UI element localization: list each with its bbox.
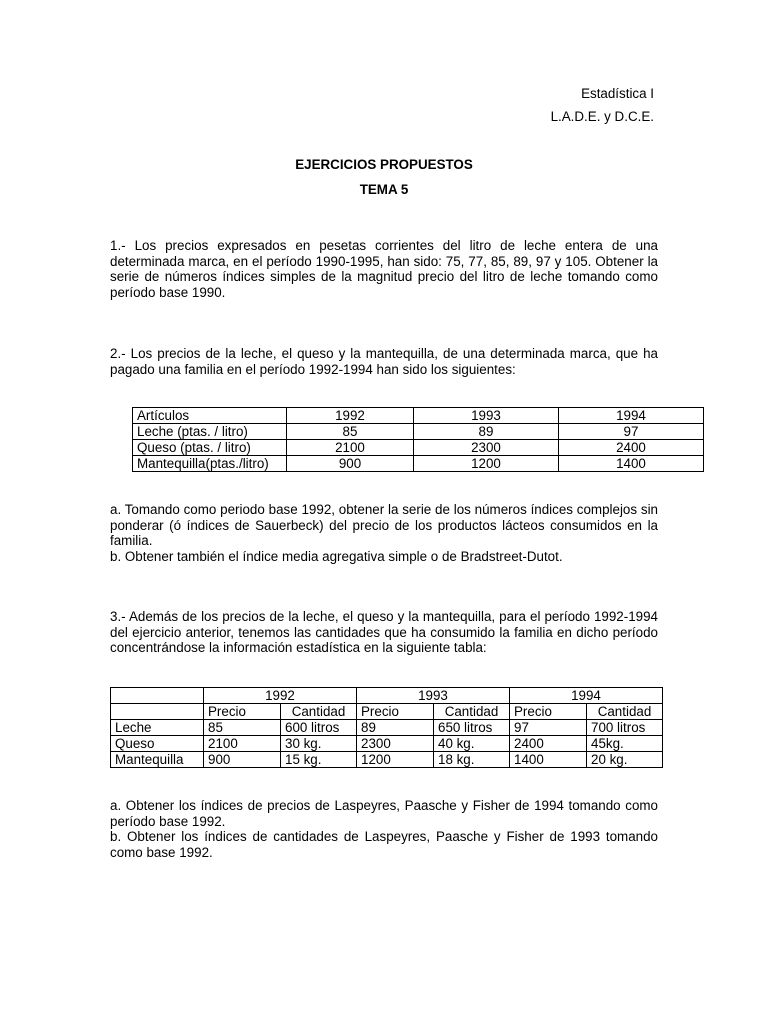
- table-cell: 97: [559, 424, 704, 440]
- table-cell: 18 kg.: [434, 752, 510, 768]
- exercise-3-intro: [110, 609, 658, 656]
- table-row: [133, 456, 704, 472]
- table-cell: 2300: [414, 440, 559, 456]
- course-name: Estadística I: [581, 86, 654, 101]
- table-cell: 89: [357, 720, 434, 736]
- document-subtitle: TEMA 5: [359, 182, 409, 197]
- table-subheader-cell: Precio: [204, 704, 281, 720]
- prices-quantities-table: [110, 687, 663, 768]
- table-cell: Mantequilla: [111, 752, 204, 768]
- document-title: EJERCICIOS PROPUESTOS: [295, 157, 473, 172]
- table-row: [133, 424, 704, 440]
- table-cell: Mantequilla(ptas./litro): [133, 456, 287, 472]
- table-cell: 30 kg.: [281, 736, 357, 752]
- table-row: [111, 720, 663, 736]
- prices-table: [132, 407, 704, 472]
- exercise-2-intro: [110, 346, 658, 377]
- table-row: [133, 440, 704, 456]
- table-year-cell: 1992: [204, 688, 357, 704]
- table-cell: 40 kg.: [434, 736, 510, 752]
- table-cell: 45kg.: [587, 736, 663, 752]
- table-row: [111, 736, 663, 752]
- table-subheader-cell: Precio: [510, 704, 587, 720]
- table-cell: Queso (ptas. / litro): [133, 440, 287, 456]
- table-corner-cell: [111, 704, 204, 720]
- table-cell: 89: [414, 424, 559, 440]
- table-subheader-row: [111, 704, 663, 720]
- exercise-2-question-b: b. Obtener también el índice media agregativa simple o de Bradstreet-Dutot.: [110, 548, 563, 564]
- table-cell: 97: [510, 720, 587, 736]
- table-subheader-cell: Precio: [357, 704, 434, 720]
- exercise-3-text: 3.- Además de los precios de la leche, el queso y la mantequilla, para el período 1992-1994 del ejercicio anterior, tenemos las cantidades que ha consumido la familia en dicho período concentrándose la información estadística en la siguiente tabla:: [110, 609, 658, 656]
- table-cell: 2100: [287, 440, 414, 456]
- table-header-cell: 1994: [559, 408, 704, 424]
- table-cell: Leche: [111, 720, 204, 736]
- table-cell: 1200: [414, 456, 559, 472]
- table-subheader-cell: Cantidad: [434, 704, 510, 720]
- exercise-1: [110, 238, 658, 300]
- table-cell: 650 litros: [434, 720, 510, 736]
- table-cell: 2400: [559, 440, 704, 456]
- table-cell: 2100: [204, 736, 281, 752]
- table-header-row: [133, 408, 704, 424]
- table-header-cell: 1993: [414, 408, 559, 424]
- table-header-cell: 1992: [287, 408, 414, 424]
- table-year-cell: 1993: [357, 688, 510, 704]
- table-header-row: [111, 688, 663, 704]
- table-cell: 2400: [510, 736, 587, 752]
- table-cell: 600 litros: [281, 720, 357, 736]
- table-cell: 15 kg.: [281, 752, 357, 768]
- table-header-cell: Artículos: [133, 408, 287, 424]
- degree-names: L.A.D.E. y D.C.E.: [550, 109, 654, 124]
- table-cell: 20 kg.: [587, 752, 663, 768]
- table-cell: 1400: [559, 456, 704, 472]
- table-cell: 2300: [357, 736, 434, 752]
- table-cell: Queso: [111, 736, 204, 752]
- exercise-2-questions: [110, 502, 658, 564]
- table-row: [111, 752, 663, 768]
- table-subheader-cell: Cantidad: [281, 704, 357, 720]
- table-cell: 1200: [357, 752, 434, 768]
- exercise-3-question-a: a. Obtener los índices de precios de Laspeyres, Paasche y Fisher de 1994 tomando como período base 1992.: [110, 798, 658, 829]
- table-cell: 85: [204, 720, 281, 736]
- table-cell: 700 litros: [587, 720, 663, 736]
- table-cell: Leche (ptas. / litro): [133, 424, 287, 440]
- exercise-1-text: 1.- Los precios expresados en pesetas corrientes del litro de leche entera de una determinada marca, en el período 1990-1995, han sido: 75, 77, 85, 89, 97 y 105. Obtener la serie de números índices simples de la magnitud precio del litro de leche tomando como período base 1990.: [110, 238, 658, 300]
- exercise-2-question-a: a. Tomando como periodo base 1992, obtener la serie de los números índices complejos sin ponderar (ó índices de Sauerbeck) del precio de los productos lácteos consumidos en la familia.: [110, 502, 658, 549]
- table-cell: 900: [287, 456, 414, 472]
- table-subheader-cell: Cantidad: [587, 704, 663, 720]
- table-cell: 85: [287, 424, 414, 440]
- table-cell: 1400: [510, 752, 587, 768]
- table-cell: 900: [204, 752, 281, 768]
- table-year-cell: 1994: [510, 688, 663, 704]
- exercise-3-question-b: b. Obtener los índices de cantidades de Laspeyres, Paasche y Fisher de 1993 tomando como base 1992.: [110, 829, 658, 860]
- exercise-2-text: 2.- Los precios de la leche, el queso y la mantequilla, de una determinada marca, que ha pagado una familia en el período 1992-1994 han sido los siguientes:: [110, 346, 658, 377]
- exercise-3-questions: [110, 798, 658, 860]
- table-corner-cell: [111, 688, 204, 704]
